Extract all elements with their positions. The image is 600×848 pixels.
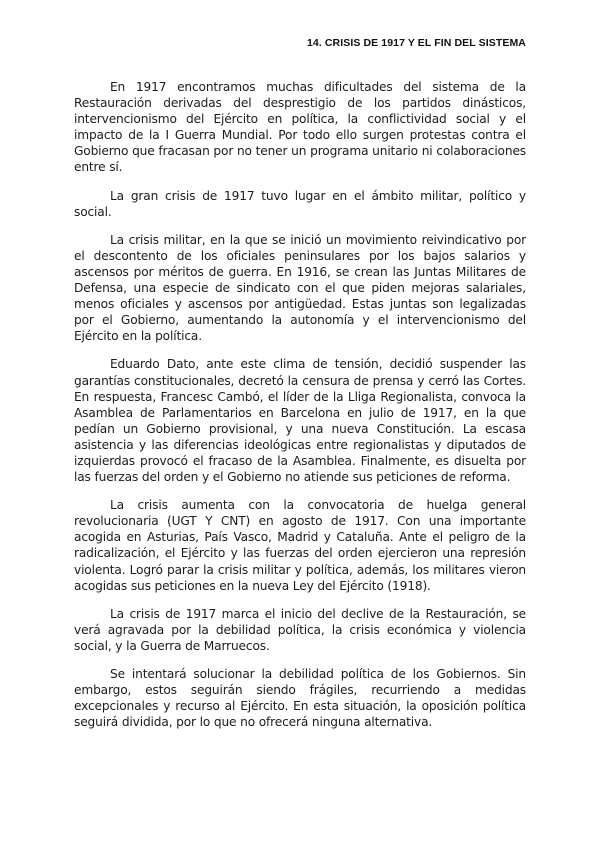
paragraph-crisis-scope: La gran crisis de 1917 tuvo lugar en el ámbito militar, político y social.	[74, 188, 526, 219]
paragraph-intro: En 1917 encontramos muchas dificultades del sistema de la Restauración derivadas del desprestigio de los partidos dinásticos, intervencionismo del Ejército en política, la conflictividad social y el impacto de la I Guerra Mundial. Por todo ello surgen protestas contra el Gobierno que fracasan por no tener un programa unitario ni colaboraciones entre sí.	[74, 80, 526, 175]
paragraph-political-crisis: Eduardo Dato, ante este clima de tensión, decidió suspender las garantías constitucionales, decretó la censura de prensa y cerró las Cortes. En respuesta, Francesc Cambó, el líder de la Lliga Regionalista, convoca la Asamblea de Parlamentarios en Barcelona en julio de 1917, en la que pedían un Gobierno provisional, y una nueva Constitución. La escasa asistencia y las diferencias ideológicas entre regionalistas y diputados de izquierdas provocó el fracaso de la Asamblea. Finalmente, es disuelta por las fuerzas del orden y el Gobierno no atiende sus peticiones de reforma.	[74, 357, 526, 485]
paragraph-social-crisis: La crisis aumenta con la convocatoria de huelga general revolucionaria (UGT Y CNT) en agosto de 1917. Con una importante acogida en Asturias, País Vasco, Madrid y Cataluña. Ante el peligro de la radicalización, el Ejército y las fuerzas del orden ejercieron una represión violenta. Logró parar la crisis militar y política, además, los militares vieron acogidas sus peticiones en la nueva Ley del Ejército (1918).	[74, 498, 526, 593]
document-body	[74, 79, 526, 742]
paragraph-decline: La crisis de 1917 marca el inicio del declive de la Restauración, se verá agravada por la debilidad política, la crisis económica y violencia social, y la Guerra de Marruecos.	[74, 606, 526, 653]
paragraph-military-crisis: La crisis militar, en la que se inició un movimiento reivindicativo por el descontento de los oficiales peninsulares por los bajos salarios y ascensos por méritos de guerra. En 1916, se crean las Juntas Militares de Defensa, una especie de sindicato con el que piden mejoras salariales, menos oficiales y ascensos por antigüedad. Estas juntas son legalizadas por el Gobierno, aumentando la autonomía y el intervencionismo del Ejército en la política.	[74, 232, 526, 344]
page-header-title: 14. CRISIS DE 1917 Y EL FIN DEL SISTEMA	[306, 37, 526, 49]
paragraph-conclusion: Se intentará solucionar la debilidad política de los Gobiernos. Sin embargo, estos seguirán siendo frágiles, recurriendo a medidas excepcionales y recurso al Ejército. En esta situación, la oposición política seguirá dividida, por lo que no ofrecerá ninguna alternativa.	[74, 667, 526, 730]
